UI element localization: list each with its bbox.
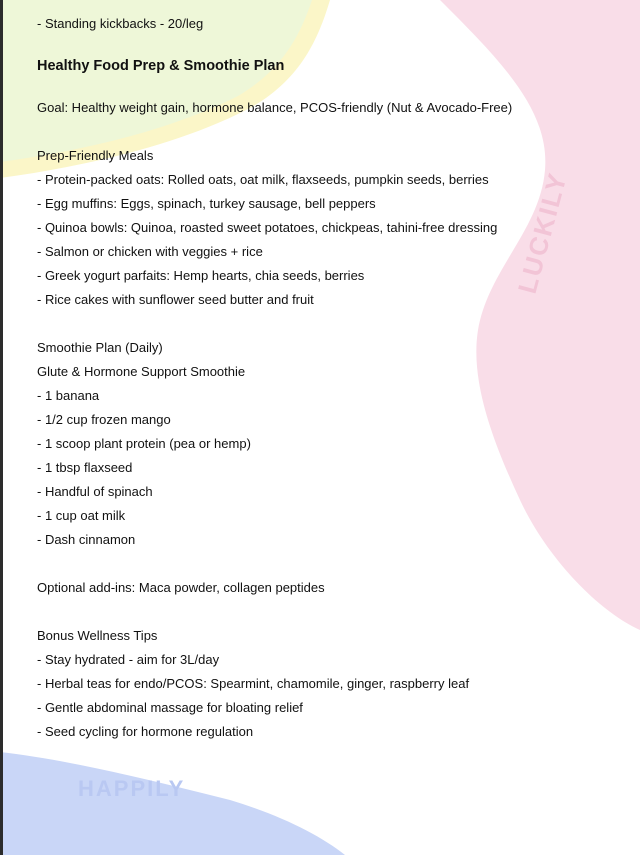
meal-item: - Rice cakes with sunflower seed butter and fruit: [37, 292, 314, 307]
smoothie-item: - 1/2 cup frozen mango: [37, 412, 171, 427]
intro-line: - Standing kickbacks - 20/leg: [37, 16, 204, 31]
left-border: [0, 0, 3, 855]
smoothie-item: - 1 scoop plant protein (pea or hemp): [37, 436, 251, 451]
document-content: [37, 12, 627, 744]
tip-item: - Seed cycling for hormone regulation: [37, 724, 254, 739]
meals-heading: Prep-Friendly Meals: [37, 148, 154, 163]
watermark-luckily: LUCKILY: [511, 168, 573, 297]
watermark-happily: HAPPILY: [78, 776, 186, 801]
meal-item: - Protein-packed oats: Rolled oats, oat milk, flaxseeds, pumpkin seeds, berries: [37, 172, 489, 187]
meal-item: - Salmon or chicken with veggies + rice: [37, 244, 263, 259]
goal-line: Goal: Healthy weight gain, hormone balance, PCOS-friendly (Nut & Avocado-Free): [37, 100, 513, 115]
smoothie-item: - Handful of spinach: [37, 484, 153, 499]
tip-item: - Gentle abdominal massage for bloating relief: [37, 700, 303, 715]
smoothie-addins: Optional add-ins: Maca powder, collagen peptides: [37, 580, 325, 595]
tips-heading: Bonus Wellness Tips: [37, 628, 158, 643]
meal-item: - Quinoa bowls: Quinoa, roasted sweet potatoes, chickpeas, tahini-free dressing: [37, 220, 498, 235]
smoothie-item: - Dash cinnamon: [37, 532, 136, 547]
smoothie-item: - 1 cup oat milk: [37, 508, 126, 523]
tip-item: - Stay hydrated - aim for 3L/day: [37, 652, 220, 667]
blue-blob: [0, 752, 345, 855]
smoothie-heading: Smoothie Plan (Daily): [37, 340, 163, 355]
smoothie-name: Glute & Hormone Support Smoothie: [37, 364, 246, 379]
meal-item: - Greek yogurt parfaits: Hemp hearts, chia seeds, berries: [37, 268, 365, 283]
page-title: Healthy Food Prep & Smoothie Plan: [37, 58, 285, 74]
tip-item: - Herbal teas for endo/PCOS: Spearmint, chamomile, ginger, raspberry leaf: [37, 676, 470, 691]
smoothie-item: - 1 tbsp flaxseed: [37, 460, 133, 475]
smoothie-item: - 1 banana: [37, 388, 100, 403]
meal-item: - Egg muffins: Eggs, spinach, turkey sausage, bell peppers: [37, 196, 376, 211]
